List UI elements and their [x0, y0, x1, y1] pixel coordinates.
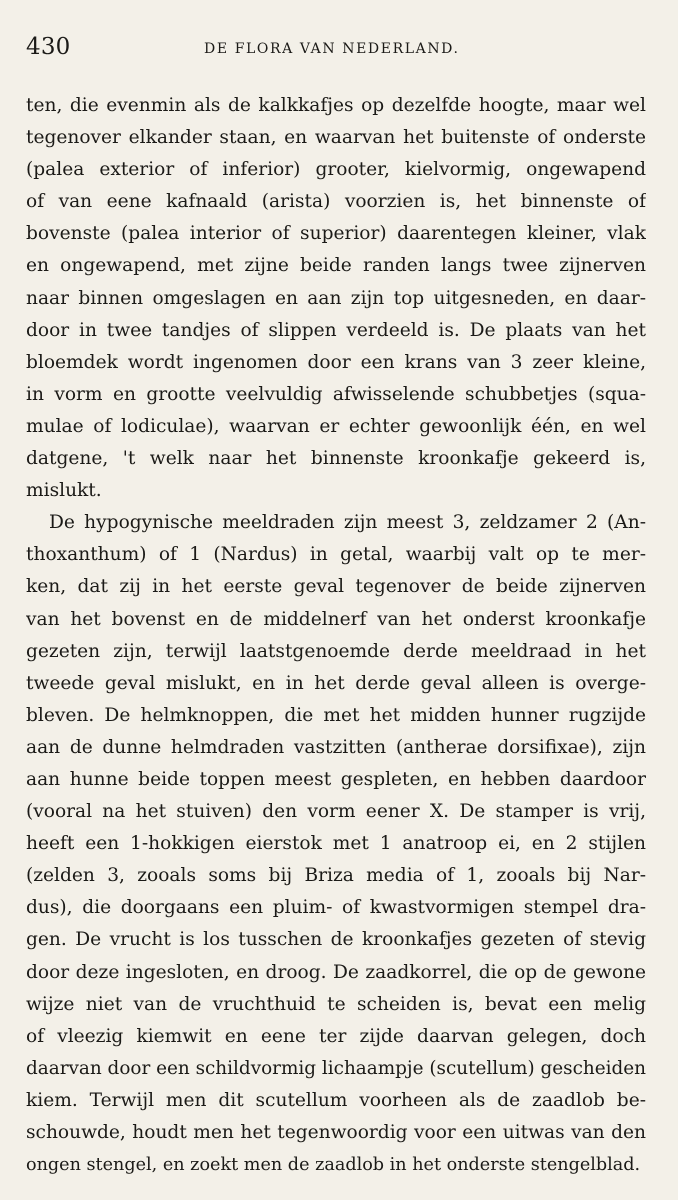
- text-line: De hypogynische meeldraden zijn meest 3, zeldzamer 2 (An-: [49, 512, 646, 534]
- text-line: tweede geval mislukt, en in het derde geval alleen is overge-: [26, 672, 646, 694]
- text-line: in vorm en grootte veelvuldig afwisselende schubbetjes (squa-: [26, 383, 646, 405]
- text-line: datgene, 't welk naar het binnenste kroonkafje gekeerd is,: [26, 448, 646, 470]
- text-line: dus), die doorgaans een pluim- of kwastvormigen stempel dra-: [26, 897, 646, 919]
- text-line: heeft een 1-hokkigen eierstok met 1 anatroop ei, en 2 stijlen: [26, 833, 646, 855]
- text-line: tegenover elkander staan, en waarvan het buitenste of onderste: [26, 127, 646, 149]
- text-line: (zelden 3, zooals soms bij Briza media of 1, zooals bij Nar-: [26, 865, 646, 887]
- text-line: ken, dat zij in het eerste geval tegenover de beide zijnerven: [26, 576, 646, 598]
- page-header: [26, 34, 626, 64]
- text-line: wijze niet van de vruchthuid te scheiden is, bevat een melig: [26, 993, 646, 1015]
- body-text: [26, 90, 646, 1181]
- text-line: aan hunne beide toppen meest gespleten, en hebben daardoor: [26, 768, 646, 790]
- text-line: bleven. De helmknoppen, die met het midden hunner rugzijde: [26, 704, 646, 726]
- text-line: of van eene kafnaald (arista) voorzien is, het binnenste of: [26, 191, 646, 213]
- running-title: DE FLORA VAN NEDERLAND.: [204, 41, 460, 57]
- text-line: (vooral na het stuiven) den vorm eener X. De stamper is vrij,: [26, 801, 646, 823]
- text-line: ongen stengel, en zoekt men de zaadlob in het onderste stengelblad.: [26, 1155, 641, 1176]
- text-line: en ongewapend, met zijne beide randen langs twee zijnerven: [26, 255, 646, 277]
- text-line: kiem. Terwijl men dit scutellum voorheen als de zaadlob be-: [26, 1089, 646, 1111]
- text-line: mislukt.: [26, 480, 102, 502]
- text-line: thoxanthum) of 1 (Nardus) in getal, waarbij valt op te mer-: [26, 544, 646, 566]
- text-line: gen. De vrucht is los tusschen de kroonkafjes gezeten of stevig: [26, 929, 646, 951]
- text-line: daarvan door een schildvormig lichaampje (scutellum) gescheiden: [26, 1057, 646, 1079]
- text-line: gezeten zijn, terwijl laatstgenoemde derde meeldraad in het: [26, 640, 646, 662]
- text-line: door deze ingesloten, en droog. De zaadkorrel, die op de gewone: [26, 961, 646, 983]
- text-line: (palea exterior of inferior) grooter, kielvormig, ongewapend: [26, 159, 646, 181]
- text-line: van het bovenst en de middelnerf van het onderst kroonkafje: [26, 608, 646, 630]
- text-line: bloemdek wordt ingenomen door een krans van 3 zeer kleine,: [26, 351, 646, 373]
- text-line: of vleezig kiemwit en eene ter zijde daarvan gelegen, doch: [26, 1025, 646, 1047]
- text-line: aan de dunne helmdraden vastzitten (antherae dorsifixae), zijn: [26, 736, 646, 758]
- text-line: ten, die evenmin als de kalkkafjes op dezelfde hoogte, maar wel: [26, 95, 646, 116]
- text-line: mulae of lodiculae), waarvan er echter gewoonlijk één, en wel: [26, 415, 646, 437]
- text-line: naar binnen omgeslagen en aan zijn top uitgesneden, en daar-: [26, 287, 646, 309]
- text-line: schouwde, houdt men het tegenwoordig voor een uitwas van den: [26, 1122, 646, 1143]
- page-number: 430: [26, 34, 71, 60]
- text-line: door in twee tandjes of slippen verdeeld is. De plaats van het: [26, 319, 646, 341]
- text-line: bovenste (palea interior of superior) daarentegen kleiner, vlak: [26, 223, 646, 245]
